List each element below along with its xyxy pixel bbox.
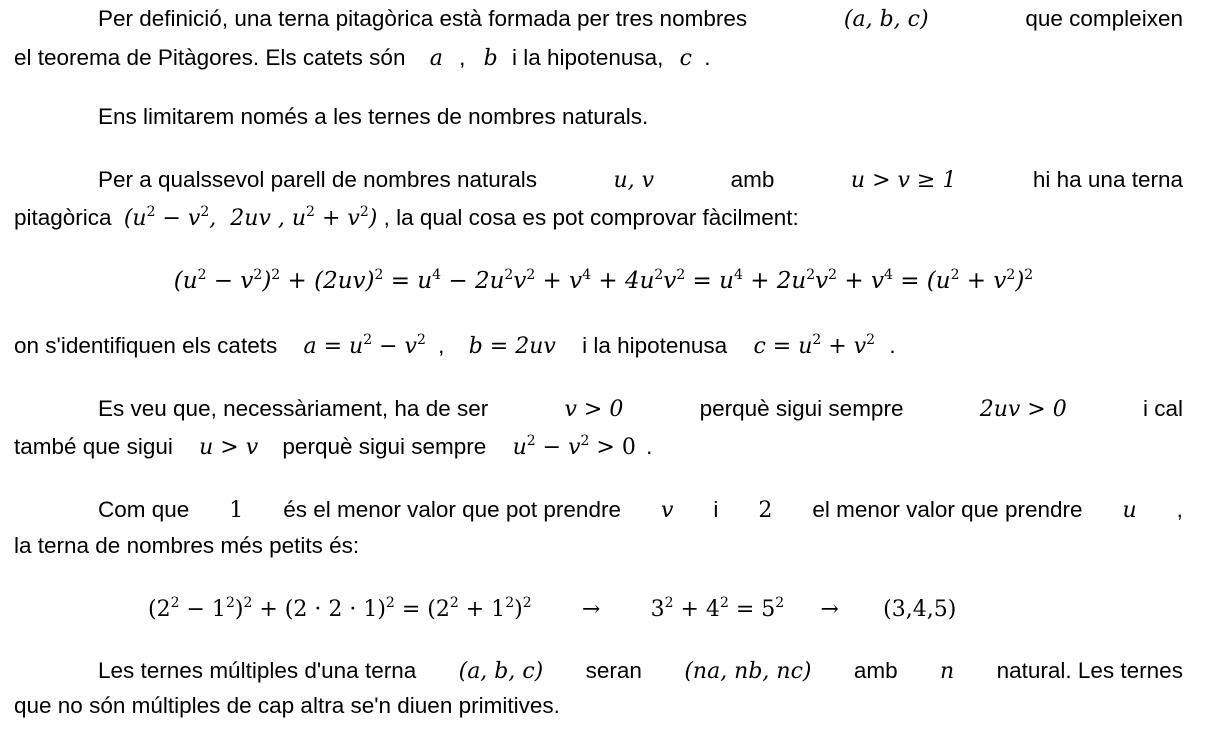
p4-hyp: i la hipotenusa [582, 333, 728, 358]
p3-math-triple: ($u^2 - v^2$, 2uv , $u^2 + v^2$) [123, 204, 378, 231]
p6-math-u: u [1122, 498, 1137, 523]
p1-text-c: el teorema de Pitàgores. Els catets són [14, 45, 406, 70]
p5-text-c: i cal [1142, 396, 1183, 421]
p7-text-c: amb [853, 658, 898, 683]
p1-text-b: que compleixen [1025, 6, 1183, 31]
p6-text-c: el menor valor que prendre [812, 497, 1083, 522]
p1-math-a: a [429, 46, 443, 71]
identity-equation: $(u^2 - v^2)^2 + (2uv)^2 = u^4 - 2u^2v^2 + v^4 + 4u^2v^2 = u^4 + 2u^2v^2 + v^4 = (u^2 + v^2)^2$ [173, 267, 1034, 294]
p3-line-2 [14, 204, 799, 232]
example-triple: (3,4,5) [883, 597, 957, 622]
p6-math-v: v [660, 498, 674, 523]
p3-math-cond: u > v ≥ 1 [850, 168, 957, 193]
p4-math-b: b = 2uv [468, 334, 556, 359]
p6-text-d: la terna de nombres més petits és: [14, 533, 360, 558]
p1-sep: , [459, 45, 466, 70]
p6-line-2 [14, 532, 359, 560]
p1-end: . [704, 45, 711, 70]
p4-math-a: $a = u^2 - v^2$ [303, 332, 426, 359]
p1-text-a: Per definició, una terna pitagòrica està formada per tres nombres [98, 6, 748, 31]
example-equation [148, 595, 956, 623]
p1-line-1 [14, 5, 1183, 33]
p5-math-2uv: 2uv > 0 [979, 397, 1067, 422]
p7-text-a: Les ternes múltiples d'una terna [98, 658, 417, 683]
arrow-2: → [820, 597, 839, 622]
p5-text-e: perquè sigui sempre [282, 434, 487, 459]
p4-sep: , [438, 333, 445, 358]
example-identity: $(2^2 - 1^2)^2 + (2 \cdot 2 \cdot 1)^2 = (2^2 + 1^2)^2$ [148, 595, 532, 622]
p7-math-n: n [940, 659, 955, 684]
p1-line-2 [14, 44, 711, 72]
p3-math-uv: u, v [613, 168, 655, 193]
p5-end: . [646, 434, 653, 459]
p1-math-c: c [679, 46, 692, 71]
p7-line-1 [14, 657, 1183, 685]
p3-line-1 [14, 166, 1183, 194]
p7-line-2 [14, 692, 560, 720]
p5-text-d: també que sigui [14, 434, 173, 459]
p3-text-b: amb [730, 167, 775, 192]
p4-end: . [889, 333, 896, 358]
p6-comma: , [1176, 497, 1183, 522]
p4-line [14, 332, 896, 360]
p7-math-abc: (a, b, c) [458, 659, 544, 684]
p3-text-d: pitagòrica [14, 205, 112, 230]
p5-text-a: Es veu que, necessàriament, ha de ser [98, 396, 489, 421]
p4-math-c: $c = u^2 + v^2$ [753, 332, 876, 359]
arrow-1: → [581, 597, 601, 622]
p1-math-abc: (a, b, c) [843, 7, 929, 32]
p6-text-a: Com que [98, 497, 190, 522]
p5-math-diff: $u^2 - v^2 > 0$ [512, 433, 636, 460]
p6-text-i: i [713, 497, 719, 522]
p5-text-b: perquè sigui sempre [699, 396, 904, 421]
p6-math-one: 1 [229, 498, 244, 523]
p2-line [98, 103, 648, 131]
p4-text: on s'identifiquen els catets [14, 333, 278, 358]
p5-line-2 [14, 433, 652, 461]
p7-text-b: seran [585, 658, 642, 683]
p1-text-d: i la hipotenusa, [512, 45, 664, 70]
p2-text: Ens limitarem només a les ternes de nombres naturals. [98, 104, 649, 129]
p7-math-nabc: (na, nb, nc) [684, 659, 812, 684]
p5-math-uv: u > v [199, 435, 259, 460]
p3-text-a: Per a qualssevol parell de nombres naturals [98, 167, 537, 192]
p6-math-two: 2 [758, 498, 773, 523]
p6-text-b: és el menor valor que pot prendre [283, 497, 621, 522]
p3-text-c: hi ha una terna [1032, 167, 1183, 192]
p5-line-1 [14, 395, 1183, 423]
p5-math-v: v > 0 [564, 397, 624, 422]
p6-line-1 [14, 496, 1183, 524]
p7-text-e: que no són múltiples de cap altra se'n diuen primitives. [14, 693, 560, 718]
p7-text-d: natural. Les ternes [996, 658, 1183, 683]
p1-math-b: b [483, 46, 498, 71]
example-sum: $3^2 + 4^2 = 5^2$ [650, 595, 785, 622]
p3-text-e: , la qual cosa es pot comprovar fàcilment: [383, 205, 799, 230]
